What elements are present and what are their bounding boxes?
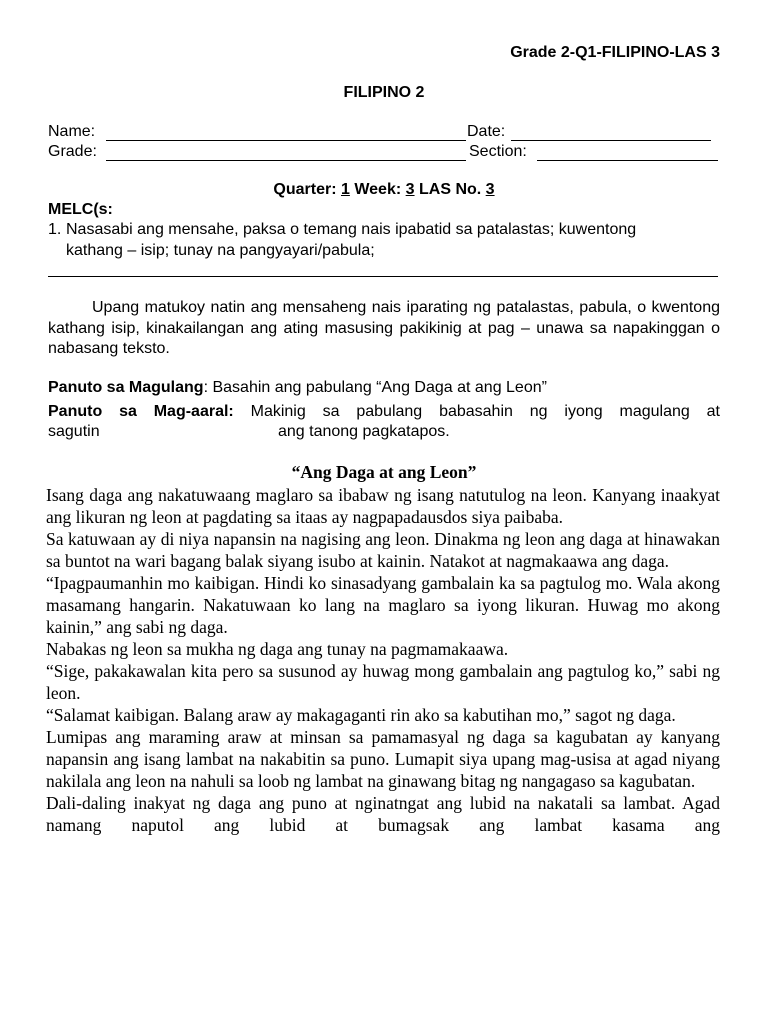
story-body	[46, 484, 720, 836]
story-paragraph: “Salamat kaibigan. Balang araw ay makagaganti rin ako sa kabutihan mo,” sagot ng daga.	[46, 705, 676, 725]
story-title: “Ang Daga at ang Leon”	[291, 462, 477, 482]
date-field[interactable]	[511, 140, 711, 141]
parent-instruction	[48, 379, 547, 397]
grade-label: Grade:	[48, 143, 97, 160]
student-instruction-text-1: Makinig sa pabulang babasahin ng iyong magulang at	[233, 403, 720, 420]
page-title: FILIPINO 2	[343, 84, 425, 101]
story-paragraph: Dali-daling inakyat ng daga ang puno at nginatngat ang lubid na nakatali sa lambat. Agad namang naputol ang lubid at bumagsak ang lambat kasama ang	[46, 793, 720, 835]
parent-instruction-text: : Basahin ang pabulang “Ang Daga at ang Leon”	[203, 379, 547, 396]
story-paragraph: Sa katuwaan ay di niya napansin na nagising ang leon. Dinakma ng leon ang daga at hinawakan sa buntot na wari bagang balak siyang isubo at kainin. Natakot at nagmakaawa ang daga.	[46, 529, 720, 571]
intro-paragraph: Upang matukoy natin ang mensaheng nais iparating ng patalastas, pabula, o kwentong kathang isip, kinakailangan ang ating masusing pakikinig at pag – unawa sa napakinggan o nabasang teksto.	[48, 299, 720, 357]
section-field[interactable]	[537, 160, 718, 161]
las-label: LAS No.	[419, 181, 482, 198]
las-value: 3	[485, 181, 495, 198]
quarter-label: Quarter:	[273, 181, 337, 198]
student-instruction-text-2b: ang tanong pagkatapos.	[278, 423, 450, 440]
melc-item-line1: Nasasabi ang mensahe, paksa o temang nais ipabatid sa patalastas; kuwentong	[66, 221, 637, 238]
section-divider	[48, 276, 718, 277]
story-paragraph: Lumipas ang maraming araw at minsan sa pamamasyal ng daga sa kagubatan ay kanyang napansin ang isang lambat na nakabitin sa puno. Lumapit siya upang mag-usisa at agad niyang nakilala ang leon na nahuli sa loob ng lambat na ginawang bitag ng nangagaso sa kagubatan.	[46, 727, 720, 791]
melc-item-number: 1.	[48, 221, 62, 238]
name-field[interactable]	[106, 140, 466, 141]
date-label: Date:	[467, 123, 506, 140]
melc-heading: MELC(s:	[48, 201, 113, 218]
student-instruction-label: Panuto sa Mag-aaral:	[48, 403, 234, 420]
student-instruction-text-2a: sagutin	[48, 423, 100, 440]
story-paragraph: Isang daga ang nakatuwaang maglaro sa ibabaw ng isang natutulog na leon. Kanyang inaakyat ang likuran ng leon at pagdating sa itaas ay nagpapadausdos siya paibaba.	[46, 485, 720, 527]
document-code: Grade 2-Q1-FILIPINO-LAS 3	[510, 44, 720, 61]
story-paragraph: Nabakas ng leon sa mukha ng daga ang tunay na pagmamakaawa.	[46, 639, 509, 659]
quarter-value: 1	[340, 181, 350, 198]
story-paragraph: “Sige, pakakawalan kita pero sa susunod ay huwag mong gambalain ang pagtulog ko,” sabi ng leon.	[46, 661, 720, 703]
quarter-week-las	[0, 181, 768, 199]
week-value: 3	[405, 181, 415, 198]
week-label: Week:	[354, 181, 402, 198]
name-label: Name:	[48, 123, 96, 140]
section-label: Section:	[469, 143, 527, 160]
story-paragraph: “Ipagpaumanhin mo kaibigan. Hindi ko sinasadyang gambalain ka sa pagtulog mo. Wala akong masamang hangarin. Nakatuwaan ko lang na maglaro sa iyong likuran. Huwag mo akong kainin,” ang sabi ng daga.	[46, 573, 720, 637]
grade-field[interactable]	[106, 160, 466, 161]
melc-item-line2: kathang – isip; tunay na pangyayari/pabula;	[66, 242, 375, 259]
student-instruction-line1	[48, 403, 720, 421]
parent-instruction-label: Panuto sa Magulang	[48, 379, 204, 396]
